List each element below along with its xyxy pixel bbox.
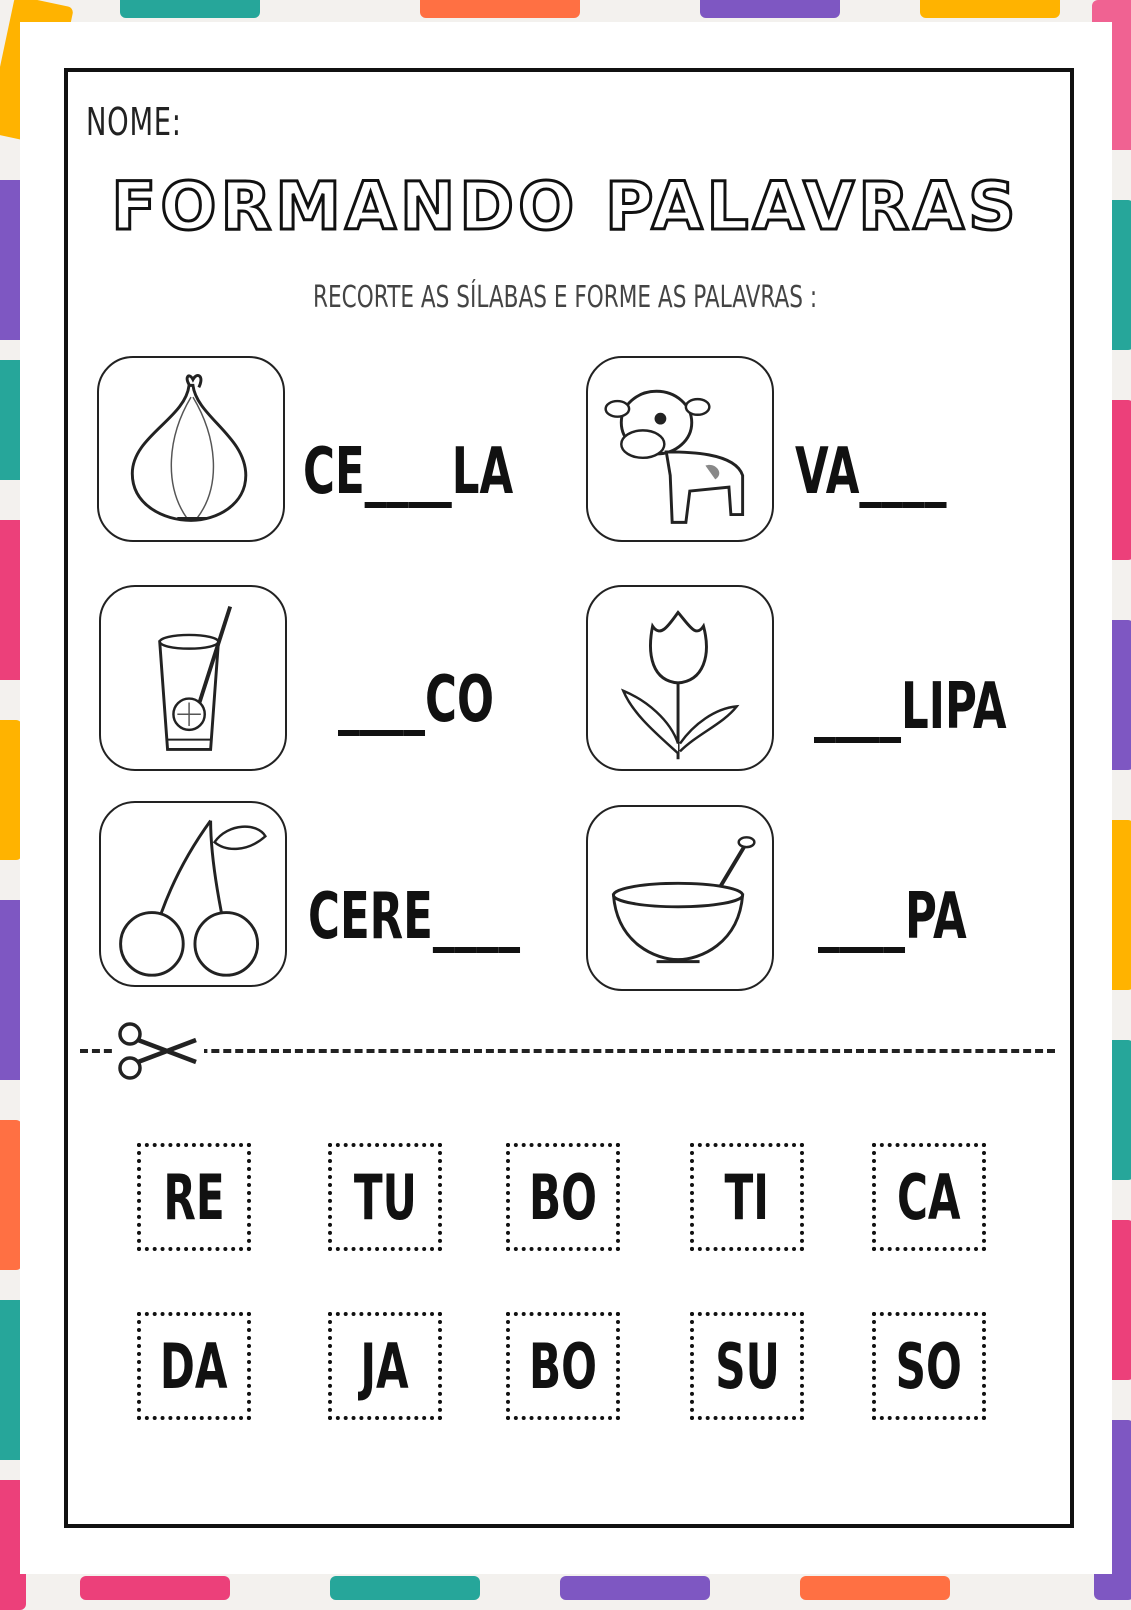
onion-icon bbox=[99, 358, 283, 540]
word-blank-1: CE____LA bbox=[303, 435, 514, 509]
syllable-card[interactable]: TU bbox=[328, 1143, 442, 1251]
soup-bowl-icon bbox=[588, 807, 772, 989]
cow-picture bbox=[586, 356, 774, 542]
word-blank-4: ____LIPA bbox=[814, 670, 1007, 744]
syllable-card[interactable]: SO bbox=[872, 1312, 986, 1420]
syllable-card[interactable]: DA bbox=[137, 1312, 251, 1420]
word-blank-3: ____CO bbox=[338, 663, 494, 737]
cut-line bbox=[80, 1049, 1055, 1053]
syllable-card[interactable]: BO bbox=[506, 1143, 620, 1251]
syllable-card[interactable]: SU bbox=[690, 1312, 804, 1420]
word-blank-6: ____PA bbox=[818, 880, 967, 954]
tulip-icon bbox=[588, 587, 772, 769]
instruction-text: RECORTE AS SÍLABAS E FORME AS PALAVRAS : bbox=[313, 280, 818, 315]
juice-picture bbox=[99, 585, 287, 771]
page-title: FORMANDO PALAVRAS bbox=[111, 168, 1020, 245]
cherry-picture bbox=[99, 801, 287, 987]
soup-bowl-picture bbox=[586, 805, 774, 991]
cow-icon bbox=[588, 358, 772, 540]
cherry-icon bbox=[101, 803, 285, 985]
word-blank-2: VA____ bbox=[795, 435, 947, 509]
onion-picture bbox=[97, 356, 285, 542]
syllable-card[interactable]: BO bbox=[506, 1312, 620, 1420]
syllable-card[interactable]: RE bbox=[137, 1143, 251, 1251]
syllable-card[interactable]: CA bbox=[872, 1143, 986, 1251]
syllable-card[interactable]: TI bbox=[690, 1143, 804, 1251]
syllable-card[interactable]: JA bbox=[328, 1312, 442, 1420]
word-blank-5: CERE____ bbox=[308, 880, 520, 954]
juice-icon bbox=[101, 587, 285, 769]
name-label: NOME: bbox=[86, 100, 182, 144]
scissors-icon bbox=[112, 1018, 204, 1084]
tulip-picture bbox=[586, 585, 774, 771]
